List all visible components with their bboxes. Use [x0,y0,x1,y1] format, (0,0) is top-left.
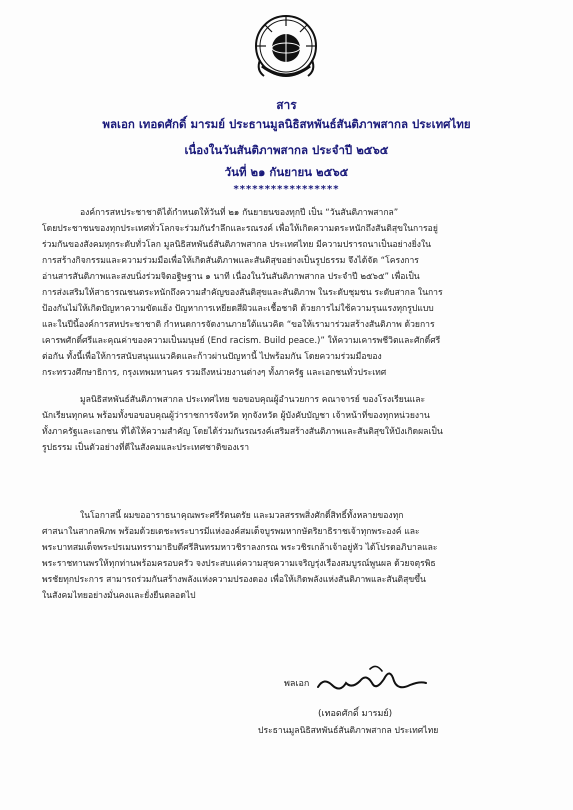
paragraph-line: การสร้างกิจกรรมและความร่วมมือเพื่อให้เกิดสันติภาพและสันติสุขอย่างเป็นรูปธรรม จึงได้จัด “โครงการ [42,256,419,266]
paragraph-line: กระทรวงศึกษาธิการ, กรุงเทพมหานคร รวมถึงหน่วยงานต่างๆ ทั้งภาครัฐ และเอกชนทั่วประเทศ [42,368,387,378]
paragraph-3 [42,508,542,604]
paragraph-line: ร่วมกันของสังคมทุกระดับทั่วโลก มูลนิธิสหพันธ์สันติภาพสากล ประเทศไทย มีความปรารถนาเป็นอย่างยิ่งใน [42,240,432,250]
sender-line: พลเอก เทอดศักดิ์ มารมย์ ประธานมูลนิธิสหพันธ์สันติภาพสากล ประเทศไทย [102,117,471,131]
paragraph-line: ในสังคมไทยอย่างมั่นคงและยั่งยืนตลอดไป [42,591,196,601]
paragraph-line: โดยประชาชนของทุกประเทศทั่วโลกจะร่วมกันรำลึกและรณรงค์ เพื่อให้เกิดความตระหนักถึงสันติสุขในการอยู่ [42,224,438,234]
paragraph-line: รูปธรรม เป็นตัวอย่างที่ดีในสังคมและประเทศชาติของเรา [42,443,250,453]
paragraph-line: พระราชทานพรให้ทุกท่านพร้อมครอบครัว จงประสบแต่ความสุขความเจริญรุ่งเรืองสมบูรณ์พูนผล ด้วยจตุรพิธ [42,559,436,569]
signatory-name: (เทอดศักดิ์ มารมย์) [318,709,393,719]
paragraph-line: อ่านสารสันติภาพและสงบนิ่งร่วมจิตอฐิษฐาน ๑ นาที เนื่องในวันสันติภาพสากล ประจำปี ๒๕๖๕” เพื่อเป็น [42,272,420,282]
foundation-emblem-icon [246,8,326,88]
paragraph-line: มูลนิธิสหพันธ์สันติภาพสากล ประเทศไทย ขอขอบคุณผู้อำนวยการ คณาจารย์ ของโรงเรียนและ [80,395,426,405]
paragraph-line: นักเรียนทุกคน พร้อมทั้งขอขอบคุณผู้ว่าราชการจังหวัด ทุกจังหวัด ผู้บังคับบัญชา เจ้าหน้าที่ของทุกหน่วยงาน [42,411,430,421]
handwritten-signature [310,655,430,705]
letter-title: สาร [276,98,297,112]
paragraph-line: พระบาทสมเด็จพระปรเมนทรรามาธิบดีศรีสินทรมหาวชิราลงกรณ พระวชิรเกล้าเจ้าอยู่หัว ได้โปรดอภิบาลและ [42,543,438,553]
paragraph-line: ในโอกาสนี้ ผมขออาราธนาคุณพระศรีรัตนตรัย และมวลสรรพสิ่งศักดิ์สิทธิ์ทั้งหลายของทุก [80,511,404,521]
signatory-title: ประธานมูลนิธิสหพันธ์สันติภาพสากล ประเทศไทย [258,726,439,736]
paragraph-line: พรชัยทุกประการ สามารถร่วมกันสร้างพลังแห่งความปรองดอง เพื่อให้เกิดพลังแห่งสันติภาพและสันติสุขขึ้น [42,575,426,585]
paragraph-line: องค์การสหประชาชาติได้กำหนดให้วันที่ ๒๑ กันยายนของทุกปี เป็น “วันสันติภาพสากล” [80,208,399,218]
paragraph-2 [42,392,542,456]
paragraph-line: ทั้งภาครัฐและเอกชน ที่ได้ให้ความสำคัญ โดยได้ร่วมกันรณรงค์เสริมสร้างสันติภาพและสันติสุขให้บังเกิดผลเป็น [42,427,443,437]
occasion-line: เนื่องในวันสันติภาพสากล ประจำปี ๒๕๖๕ [184,143,389,157]
paragraph-line: ป้องกันไม่ให้เกิดปัญหาความขัดแย้ง ปัญหาการเหยียดสีผิวและเชื้อชาติ ด้วยการไม่ใช้ความรุนแรงทุกรูปแบบ [42,304,434,314]
date-line: วันที่ ๒๑ กันยายน ๒๕๖๕ [224,165,349,179]
paragraph-line: ต่อกัน ทั้งนี้เพื่อให้การสนับสนุนแนวคิดและก้าวผ่านปัญหานี้ ไปพร้อมกัน โดยความร่วมมือของ [42,352,382,362]
star-divider: ***************** [233,184,340,195]
paragraph-line: การส่งเสริมให้สาธารณชนตระหนักถึงความสำคัญของสันติสุขและสันติภาพ ในระดับชุมชน ระดับสากล ในการ [42,288,443,298]
paragraph-line: เคารพศักดิ์ศรีและคุณค่าของความเป็นมนุษย์ (End racism. Build peace.)” ให้ความเคารพชีวิตและศักดิ์ศรี [42,336,441,346]
paragraph-line: ศาสนาในสากลพิภพ พร้อมด้วยเดชะพระบารมีแห่งองค์สมเด็จบูรพมหากษัตริยาธิราชเจ้าทุกพระองค์ และ [42,527,420,537]
paragraph-1 [42,205,542,381]
paragraph-line: และในปีนี้องค์การสหประชาชาติ กำหนดการจัดงานภายใต้แนวคิด “ขอให้เรามาร่วมสร้างสันติภาพ ด้วยการ [42,320,435,330]
signature-rank: พลเอก [284,679,310,689]
